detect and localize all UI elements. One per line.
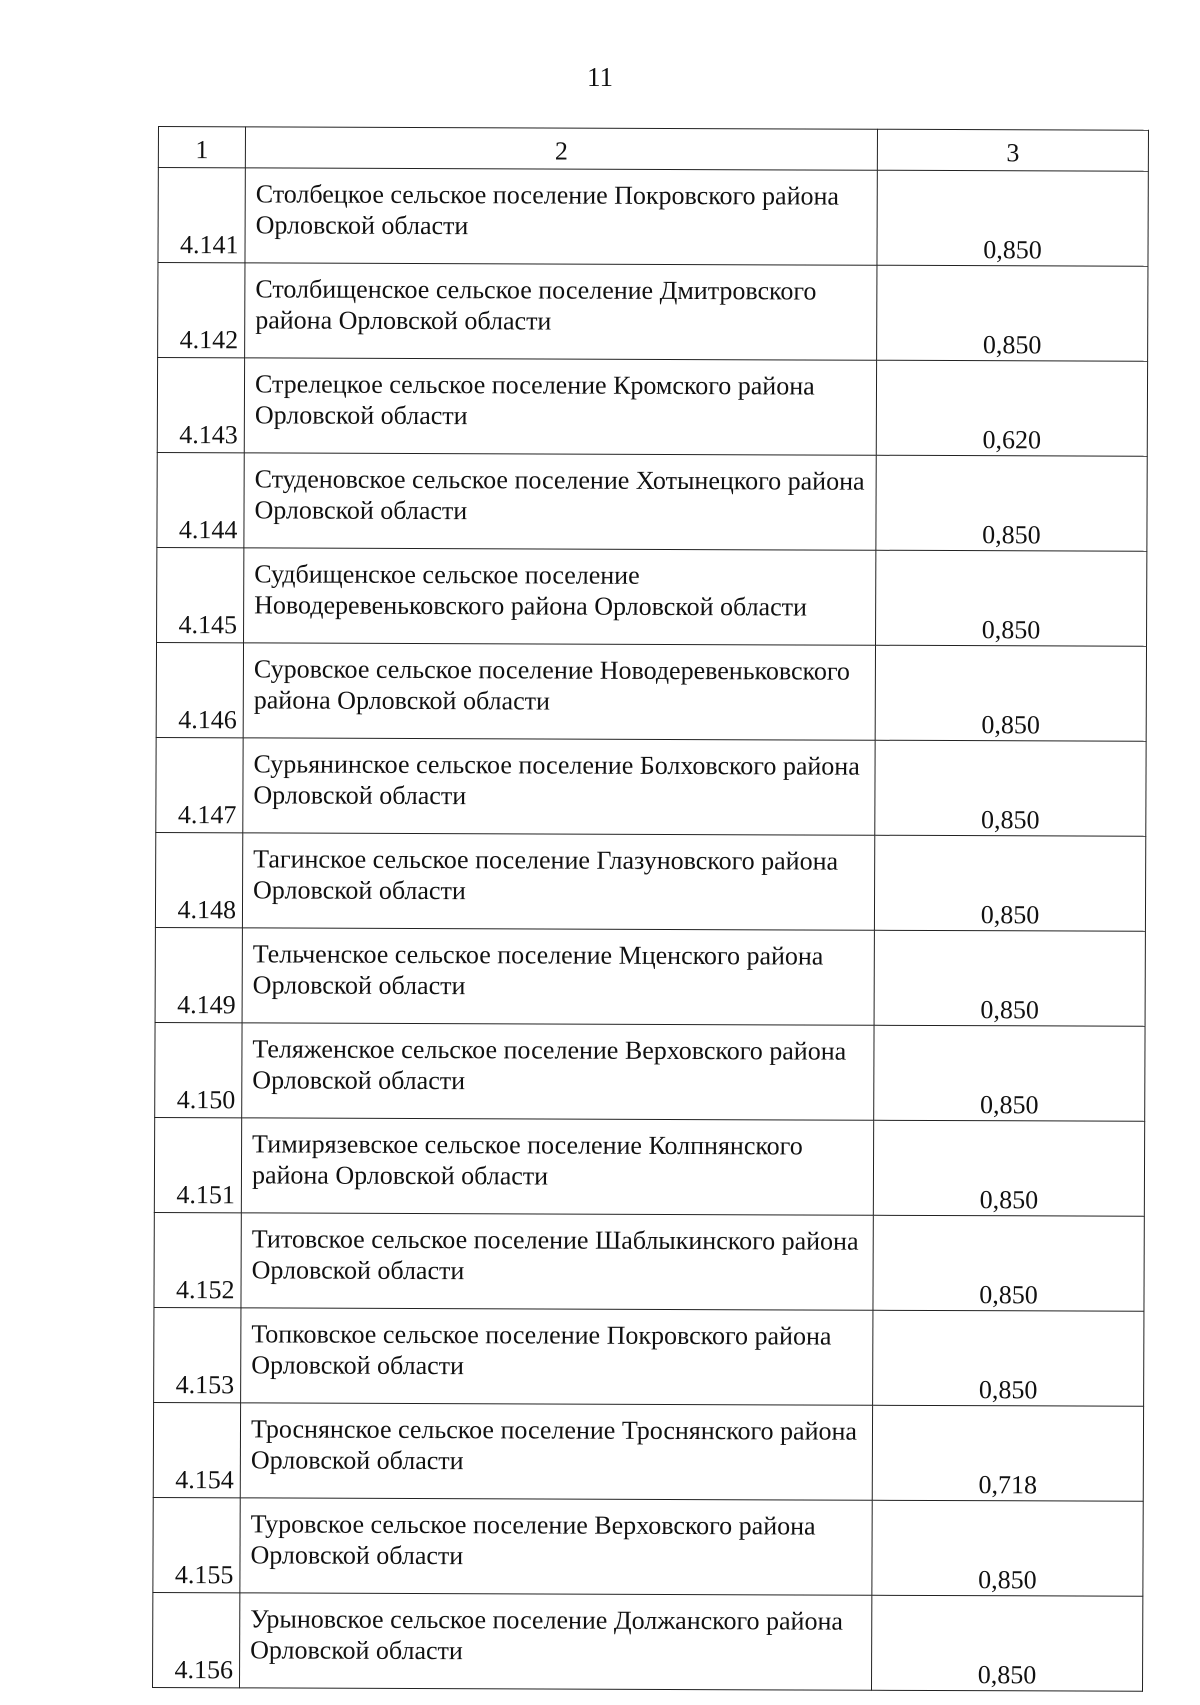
table-row: [158, 168, 1148, 267]
row-name: Тагинское сельское поселение Глазуновского района Орловской области: [253, 844, 839, 906]
row-number: 4.145: [157, 547, 244, 642]
row-name: Туровское сельское поселение Верховского района Орловской области: [250, 1509, 816, 1571]
row-name: Студеновское сельское поселение Хотынецкого района Орловской области: [254, 464, 865, 526]
table-row: [154, 1117, 1144, 1216]
row-value: 0,850: [872, 1500, 1143, 1596]
row-name: Топковское сельское поселение Покровского района Орловской области: [251, 1319, 832, 1381]
row-value: 0,850: [876, 550, 1147, 646]
row-name: Сурьянинское сельское поселение Болховского района Орловской области: [253, 749, 860, 811]
row-name-cell: [244, 548, 876, 645]
row-number: 4.147: [156, 737, 243, 832]
row-name: Теляженское сельское поселение Верховского района Орловской области: [252, 1034, 847, 1096]
row-name-cell: [240, 1593, 872, 1690]
table-row: [156, 642, 1146, 741]
row-name-cell: [241, 1213, 873, 1310]
row-number: 4.146: [156, 642, 243, 737]
row-number: 4.141: [158, 168, 245, 263]
row-value: 0,620: [876, 360, 1147, 456]
row-name: Стрелецкое сельское поселение Кромского района Орловской области: [254, 369, 815, 431]
row-value: 0,850: [877, 265, 1148, 361]
table-row: [155, 927, 1145, 1026]
row-name-cell: [241, 1118, 873, 1215]
table-header-row: [158, 127, 1148, 172]
row-value: 0,850: [873, 1215, 1144, 1311]
row-name-cell: [244, 358, 876, 455]
table-row: [155, 832, 1145, 931]
row-value: 0,850: [874, 1025, 1145, 1121]
row-name-cell: [245, 263, 877, 360]
row-number: 4.148: [155, 832, 242, 927]
row-name-cell: [242, 928, 874, 1025]
table-row: [153, 1592, 1143, 1691]
row-number: 4.150: [155, 1022, 242, 1117]
table-row: [157, 547, 1147, 646]
row-name: Столбищенское сельское поселение Дмитровского района Орловской области: [255, 274, 817, 336]
row-name-cell: [244, 453, 876, 550]
row-value: 0,850: [873, 1310, 1144, 1406]
row-number: 4.152: [154, 1212, 241, 1307]
row-number: 4.149: [155, 927, 242, 1022]
row-name-cell: [240, 1498, 872, 1595]
row-name: Судбищенское сельское поселение Новодеревеньковского района Орловской области: [254, 559, 808, 622]
column-header-number: 1: [158, 127, 245, 168]
row-number: 4.143: [157, 358, 244, 453]
row-value: 0,850: [875, 645, 1146, 741]
table-row: [154, 1212, 1144, 1311]
row-value: 0,850: [873, 1120, 1144, 1216]
table-row: [158, 263, 1148, 362]
table-row: [155, 1022, 1145, 1121]
row-name-cell: [245, 168, 877, 265]
table-row: [153, 1402, 1143, 1501]
column-header-name: 2: [245, 127, 877, 170]
row-name: Столбецкое сельское поселение Покровского района Орловской области: [255, 179, 840, 241]
table-row: [157, 358, 1147, 457]
row-number: 4.155: [153, 1497, 240, 1592]
row-number: 4.151: [154, 1117, 241, 1212]
row-value: 0,850: [875, 740, 1146, 836]
row-name: Титовское сельское поселение Шаблыкинского района Орловской области: [251, 1224, 859, 1286]
row-number: 4.156: [153, 1592, 240, 1687]
table-row: [153, 1497, 1143, 1596]
row-name: Тимирязевское сельское поселение Колпнянского района Орловской области: [251, 1129, 803, 1191]
table-row: [157, 452, 1147, 551]
row-name: Урыновское сельское поселение Должанского района Орловской области: [250, 1604, 844, 1666]
row-value: 0,850: [871, 1595, 1142, 1691]
row-name-cell: [242, 1023, 874, 1120]
row-value: 0,850: [877, 170, 1148, 266]
row-value: 0,850: [874, 930, 1145, 1026]
row-value: 0,850: [874, 835, 1145, 931]
row-name-cell: [242, 833, 874, 930]
row-number: 4.153: [154, 1307, 241, 1402]
row-name-cell: [240, 1403, 872, 1500]
column-header-value: 3: [877, 129, 1148, 171]
row-number: 4.144: [157, 452, 244, 547]
page-number: 11: [587, 62, 613, 92]
row-value: 0,850: [876, 455, 1147, 551]
row-number: 4.142: [158, 263, 245, 358]
row-name: Суровское сельское поселение Новодеревеньковского района Орловской области: [253, 654, 850, 716]
row-number: 4.154: [153, 1402, 240, 1497]
row-value: 0,718: [872, 1405, 1143, 1501]
municipality-table: [152, 126, 1149, 1692]
row-name: Троснянское сельское поселение Троснянского района Орловской области: [250, 1414, 858, 1476]
row-name-cell: [241, 1308, 873, 1405]
row-name-cell: [243, 738, 875, 835]
table-row: [154, 1307, 1144, 1406]
row-name: Тельченское сельское поселение Мценского района Орловской области: [252, 939, 824, 1001]
row-name-cell: [243, 643, 875, 740]
table-row: [156, 737, 1146, 836]
